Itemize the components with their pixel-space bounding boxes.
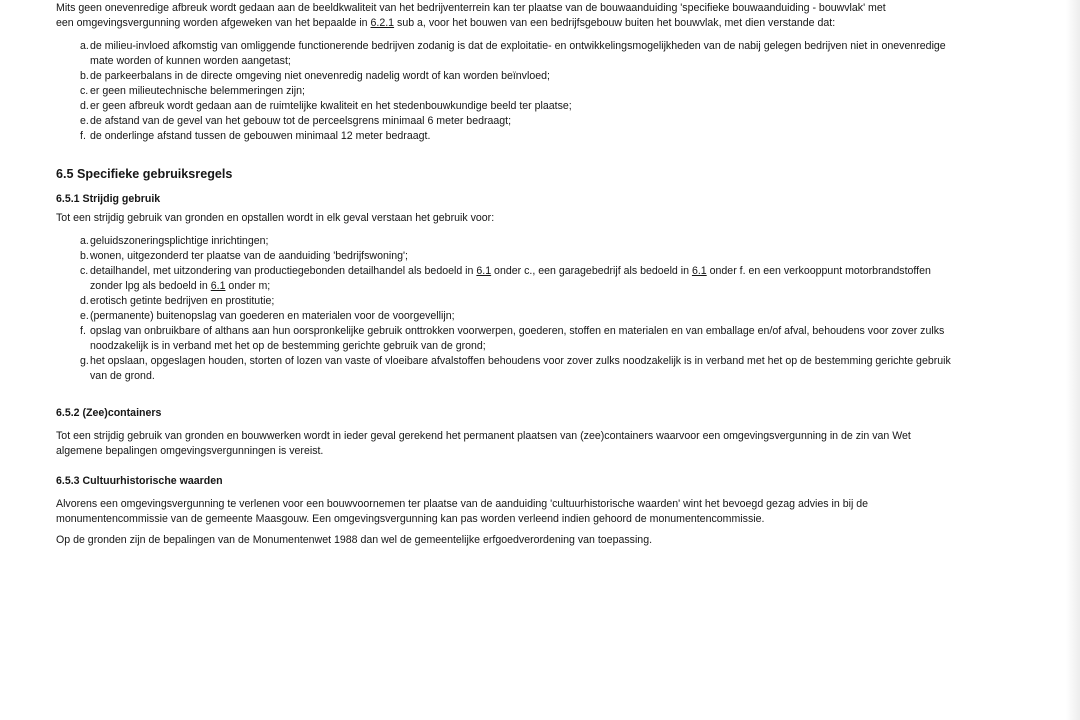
- condition-item-e: [80, 114, 960, 129]
- intro-line-2: [56, 16, 1056, 31]
- section-6-5-3-text-2: Op de gronden zijn de bepalingen van de Monumentenwet 1988 dan wel de gemeentelijke erfgoedverordening van toepassing.: [56, 534, 653, 546]
- section-6-5-3-text-1: Alvorens een omgevingsvergunning te verlenen voor een bouwvoornemen ter plaatse van de aanduiding 'cultuurhistorische waarden' wint het bevoegd gezag advies in bij de monumentencommissie van de gemeente Maasgouw. Een omgevingsvergunning kan pas worden verleend indien gehoord de monumentencommissie.: [56, 498, 869, 525]
- section-6-5-1-intro: Tot een strijdig gebruik van gronden en opstallen wordt in elk geval verstaan het gebruik voor:: [56, 212, 495, 224]
- usage-item-a: [80, 234, 960, 249]
- list-marker: c.: [80, 265, 89, 277]
- usage-text-part: onder m;: [225, 280, 271, 292]
- usage-item-c: [80, 264, 960, 294]
- usage-item-e: [80, 309, 960, 324]
- usage-text: geluidszoneringsplichtige inrichtingen;: [90, 235, 269, 247]
- list-marker: c.: [80, 85, 89, 97]
- intro-paragraph: [56, 1, 1056, 31]
- usage-text: (permanente) buitenopslag van goederen en materialen voor de voorgevellijn;: [90, 310, 455, 322]
- usage-text-part: onder c., een garagebedrijf als bedoeld in: [491, 265, 692, 277]
- condition-item-d: [80, 99, 960, 114]
- intro-line-2-tail: sub a, voor het bouwen van een bedrijfsgebouw buiten het bouwvlak, met dien verstande dat:: [394, 17, 836, 29]
- usage-text-part: onder f. en een verkooppunt motorbrandstoffen zonder lpg als bedoeld in: [90, 265, 931, 292]
- scan-edge-shadow: [1066, 0, 1080, 720]
- condition-item-c: [80, 84, 960, 99]
- condition-text: de onderlinge afstand tussen de gebouwen minimaal 12 meter bedraagt.: [90, 130, 431, 142]
- list-marker: e.: [80, 115, 89, 127]
- section-6-5-2-text: Tot een strijdig gebruik van gronden en bouwwerken wordt in ieder geval gerekend het permanent plaatsen van (zee)containers waarvoor een omgevingsvergunning in de zin van Wet algemene bepalingen omgevingsvergunningen is vereist.: [56, 430, 911, 457]
- list-marker: d.: [80, 295, 89, 307]
- reference-link-6-1[interactable]: 6.1: [691, 265, 707, 277]
- intro-line-2-text: een omgevingsvergunning worden afgeweken van het bepaalde in: [56, 17, 371, 29]
- usage-text-part: detailhandel, met uitzondering van productiegebonden detailhandel als bedoeld in: [90, 265, 477, 277]
- condition-item-b: [80, 69, 960, 84]
- usage-text: erotisch getinte bedrijven en prostitutie;: [90, 295, 275, 307]
- list-marker: e.: [80, 310, 89, 322]
- usage-item-f: [80, 324, 960, 354]
- usage-text: het opslaan, opgeslagen houden, storten of lozen van vaste of vloeibare afvalstoffen behoudens voor zover zulks noodzakelijk is in verband met het op de bestemming gerichte gebruik van de grond.: [90, 355, 951, 382]
- list-marker: a.: [80, 40, 89, 52]
- section-heading-6-5-1: 6.5.1 Strijdig gebruik: [56, 193, 161, 205]
- reference-link-6-1[interactable]: 6.1: [476, 265, 492, 277]
- condition-item-a: [80, 39, 960, 69]
- condition-text: de parkeerbalans in de directe omgeving niet onevenredig nadelig wordt of kan worden beïnvloed;: [90, 70, 550, 82]
- usage-item-g: [80, 354, 960, 384]
- list-marker: b.: [80, 250, 89, 262]
- list-marker: b.: [80, 70, 89, 82]
- condition-text: de milieu-invloed afkomstig van omliggende functionerende bedrijven zodanig is dat de exploitatie- en ontwikkelingsmogelijkheden van de nabij gelegen bedrijven niet in onevenredige mate worden of kunnen worden aangetast;: [90, 40, 946, 67]
- condition-text: er geen afbreuk wordt gedaan aan de ruimtelijke kwaliteit en het stedenbouwkundige beeld ter plaatse;: [90, 100, 572, 112]
- section-heading-6-5: 6.5 Specifieke gebruiksregels: [56, 167, 233, 181]
- list-marker: f.: [80, 130, 86, 142]
- list-marker: g.: [80, 355, 89, 367]
- section-heading-6-5-2: 6.5.2 (Zee)containers: [56, 407, 162, 419]
- intro-line-1: Mits geen onevenredige afbreuk wordt gedaan aan de beeldkwaliteit van het bedrijventerrein kan ter plaatse van de bouwaanduiding 'specifieke bouwaanduiding - bouwvlak' met: [56, 2, 886, 14]
- list-marker: a.: [80, 235, 89, 247]
- usage-item-d: [80, 294, 960, 309]
- usage-text: [90, 265, 931, 292]
- condition-text: er geen milieutechnische belemmeringen zijn;: [90, 85, 305, 97]
- list-marker: f.: [80, 325, 86, 337]
- condition-item-f: [80, 129, 960, 144]
- reference-link-6-2-1[interactable]: 6.2.1: [370, 17, 395, 29]
- usage-text: opslag van onbruikbare of althans aan hun oorspronkelijke gebruik onttrokken voorwerpen, goederen, stoffen en materialen en van emballage en/of afval, behoudens voor zover zulks noodzakelijk is in verband met het op de bestemming gerichte gebruik van de grond;: [90, 325, 945, 352]
- condition-text: de afstand van de gevel van het gebouw tot de perceelsgrens minimaal 6 meter bedraagt;: [90, 115, 512, 127]
- strijdig-gebruik-list: [80, 234, 960, 384]
- conditions-list: [80, 39, 960, 144]
- list-marker: d.: [80, 100, 89, 112]
- usage-item-b: [80, 249, 960, 264]
- section-heading-6-5-3: 6.5.3 Cultuurhistorische waarden: [56, 475, 223, 487]
- usage-text: wonen, uitgezonderd ter plaatse van de aanduiding 'bedrijfswoning';: [90, 250, 408, 262]
- reference-link-6-1[interactable]: 6.1: [210, 280, 226, 292]
